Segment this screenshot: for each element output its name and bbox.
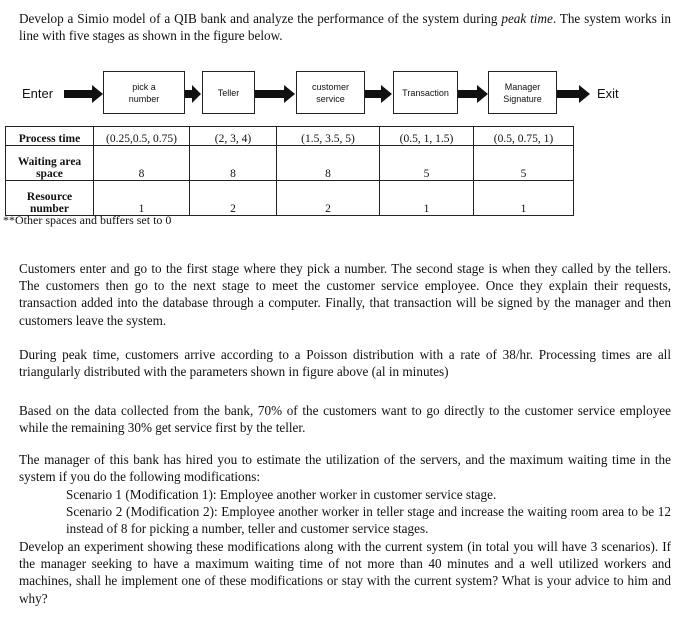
paragraph-3: Based on the data collected from the bank, 70% of the customers want to go directly to the customer service employee while the remaining 30% get service first by the teller. <box>19 403 671 436</box>
arrow-3-icon <box>365 84 393 104</box>
waiting-label-2: space <box>36 168 63 180</box>
table-cell: 1 <box>94 181 190 216</box>
table-cell: 8 <box>277 146 380 181</box>
row-label-resource-number <box>6 181 94 216</box>
stage-pick-number-line1: pick a <box>132 81 156 92</box>
table-cell: 1 <box>474 181 574 216</box>
table-row-process-time <box>6 127 574 146</box>
resource-label-1: Resource <box>26 191 73 203</box>
scenario-2: Scenario 2 (Modification 2): Employee another worker in teller stage and increase the waiting room area to be 12 instead of 8 for picking a number, teller and customer service stages. <box>66 504 671 537</box>
exit-label: Exit <box>597 86 619 101</box>
table-row-resource-number <box>6 181 574 216</box>
enter-label: Enter <box>22 86 54 101</box>
stage-manager-line2: Signature <box>503 93 542 104</box>
table-cell: (0.25,0.5, 0.75) <box>94 127 190 146</box>
waiting-label-1: Waiting area <box>17 156 82 168</box>
arrow-4-icon <box>458 84 489 104</box>
table-cell: 8 <box>190 146 277 181</box>
resource-label-2: number <box>30 203 69 215</box>
intro-paragraph <box>19 10 671 44</box>
process-time-label: Process time <box>18 133 81 145</box>
stage-customer-service <box>296 71 365 114</box>
scenario-1: Scenario 1 (Modification 1): Employee another worker in customer service stage. <box>66 487 497 502</box>
stage-pick-number <box>103 71 185 114</box>
paragraph-2: During peak time, customers arrive according to a Poisson distribution with a rate of 38/hr. Processing times are all triangularly distributed with the parameters shown in figure above (al in minutes) <box>19 347 671 380</box>
table-cell: 2 <box>277 181 380 216</box>
intro-text-2: . The system works in line with five stages as shown in the figure below. <box>19 11 672 44</box>
table-note: **Other spaces and buffers set to 0 <box>3 213 172 227</box>
arrow-enter-icon <box>64 84 104 104</box>
stage-teller <box>202 71 255 114</box>
table-cell: 5 <box>474 146 574 181</box>
stage-teller-label: Teller <box>217 87 240 98</box>
parameters-table <box>5 126 574 216</box>
row-label-process-time <box>6 127 94 146</box>
stage-pick-number-line2: number <box>128 93 160 104</box>
table-cell: 1 <box>380 181 474 216</box>
table-cell: (0.5, 1, 1.5) <box>380 127 474 146</box>
table-cell: (0.5, 0.75, 1) <box>474 127 574 146</box>
paragraph-1: Customers enter and go to the first stage where they pick a number. The second stage is when they called by the tellers. The customers then go to the next stage to meet the customer service employee. Once they explain their requests, transaction added into the database through a computer. Finally, that transaction will be signed by the manager and then customers leave the system. <box>19 261 671 328</box>
table-cell: 5 <box>380 146 474 181</box>
stage-customer-service-line2: service <box>316 93 345 104</box>
stage-transaction <box>393 71 458 114</box>
stage-manager-line1: Manager <box>504 81 541 92</box>
table-cell: (2, 3, 4) <box>190 127 277 146</box>
stage-customer-service-line1: customer <box>311 81 349 92</box>
table-row-waiting-space <box>6 146 574 181</box>
intro-text-1: Develop a Simio model of a QIB bank and analyze the performance of the system during <box>19 11 502 26</box>
paragraph-4: The manager of this bank has hired you to estimate the utilization of the servers, and the maximum waiting time in the system if you do the following modifications: <box>19 452 671 485</box>
table-cell: 8 <box>94 146 190 181</box>
stage-manager-signature <box>488 71 557 114</box>
stage-transaction-label: Transaction <box>402 87 449 98</box>
arrow-2-icon <box>255 84 296 104</box>
row-label-waiting-space <box>6 146 94 181</box>
arrow-exit-icon <box>557 84 591 104</box>
intro-emphasis: peak time <box>501 11 553 26</box>
arrow-1-icon <box>185 84 202 104</box>
paragraph-5: Develop an experiment showing these modifications along with the current system (in total you will have 3 scenarios). If the manager seeking to have a maximum waiting time of not more than 40 minutes and a well utilized workers and machines, shall he implement one of these modifications or stay with the current system? What is your advice to him and why? <box>19 539 671 606</box>
table-cell: (1.5, 3.5, 5) <box>277 127 380 146</box>
table-cell: 2 <box>190 181 277 216</box>
